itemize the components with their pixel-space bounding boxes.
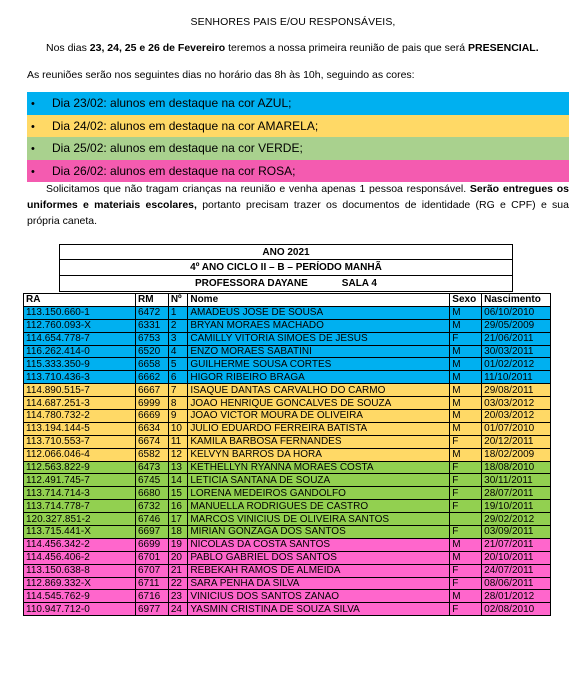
cell-number: 23 bbox=[168, 590, 188, 603]
cell-number: 13 bbox=[168, 461, 188, 474]
cell-number: 1 bbox=[168, 306, 188, 319]
table-row bbox=[24, 487, 551, 500]
cell-ra: 112.066.046-4 bbox=[24, 448, 136, 461]
cell-number: 8 bbox=[168, 397, 188, 410]
cell-birth: 29/05/2009 bbox=[482, 319, 551, 332]
cell-birth: 20/03/2012 bbox=[482, 410, 551, 423]
header-name: Nome bbox=[188, 294, 450, 307]
cell-number: 15 bbox=[168, 487, 188, 500]
schedule-band-text: Dia 24/02: alunos em destaque na cor AMARELA; bbox=[52, 118, 319, 133]
schedule-band bbox=[27, 92, 569, 115]
cell-name: GUILHERME SOUSA CORTES bbox=[188, 358, 450, 371]
cell-rm: 6707 bbox=[135, 564, 168, 577]
cell-birth: 01/07/2010 bbox=[482, 422, 551, 435]
cell-rm: 6634 bbox=[135, 422, 168, 435]
color-schedule-list bbox=[27, 92, 569, 182]
table-row bbox=[24, 319, 551, 332]
cell-number: 14 bbox=[168, 474, 188, 487]
cell-number: 6 bbox=[168, 371, 188, 384]
cell-rm: 6732 bbox=[135, 500, 168, 513]
cell-sex: F bbox=[450, 500, 482, 513]
cell-rm: 6999 bbox=[135, 397, 168, 410]
bullet-icon: • bbox=[31, 143, 35, 155]
cell-ra: 113.710.553-7 bbox=[24, 435, 136, 448]
class-name: 4º ANO CICLO II – B – PERÍODO MANHÃ bbox=[59, 260, 513, 276]
class-teacher-room bbox=[59, 276, 513, 292]
table-row bbox=[24, 345, 551, 358]
cell-ra: 113.710.436-3 bbox=[24, 371, 136, 384]
cell-sex bbox=[450, 513, 482, 526]
cell-name: KETHELLYN RYANNA MORAES COSTA bbox=[188, 461, 450, 474]
request-text-1: Solicitamos que não tragam crianças na reunião e venha apenas 1 pessoa responsável. bbox=[46, 183, 470, 195]
cell-sex: M bbox=[450, 590, 482, 603]
cell-ra: 113.150.638-8 bbox=[24, 564, 136, 577]
cell-ra: 120.327.851-2 bbox=[24, 513, 136, 526]
bullet-icon: • bbox=[31, 120, 35, 133]
cell-name: HIGOR RIBEIRO BRAGA bbox=[188, 371, 450, 384]
cell-birth: 24/07/2011 bbox=[482, 564, 551, 577]
intro-end: . bbox=[535, 42, 539, 54]
cell-name: JOAO VICTOR MOURA DE OLIVEIRA bbox=[188, 410, 450, 423]
cell-sex: M bbox=[450, 306, 482, 319]
cell-sex: F bbox=[450, 332, 482, 345]
table-row bbox=[24, 306, 551, 319]
cell-ra: 112.760.093-X bbox=[24, 319, 136, 332]
schedule-band bbox=[27, 160, 569, 183]
cell-name: ENZO MORAES SABATINI bbox=[188, 345, 450, 358]
cell-name: MANUELLA RODRIGUES DE CASTRO bbox=[188, 500, 450, 513]
header-ra: RA bbox=[24, 294, 136, 307]
cell-rm: 6716 bbox=[135, 590, 168, 603]
cell-rm: 6746 bbox=[135, 513, 168, 526]
cell-name: MARCOS VINICIUS DE OLIVEIRA SANTOS bbox=[188, 513, 450, 526]
intro-text-1: Nos dias bbox=[46, 42, 90, 54]
cell-birth: 02/08/2010 bbox=[482, 603, 551, 616]
cell-name: NICOLAS DA COSTA SANTOS bbox=[188, 538, 450, 551]
cell-number: 17 bbox=[168, 513, 188, 526]
cell-ra: 116.262.414-0 bbox=[24, 345, 136, 358]
cell-rm: 6697 bbox=[135, 526, 168, 539]
cell-birth: 19/10/2011 bbox=[482, 500, 551, 513]
cell-birth: 01/02/2012 bbox=[482, 358, 551, 371]
bullet-icon: • bbox=[31, 98, 35, 110]
cell-name: REBEKAH RAMOS DE ALMEIDA bbox=[188, 564, 450, 577]
cell-ra: 113.150.660-1 bbox=[24, 306, 136, 319]
cell-number: 12 bbox=[168, 448, 188, 461]
cell-ra: 112.491.745-7 bbox=[24, 474, 136, 487]
cell-birth: 08/06/2011 bbox=[482, 577, 551, 590]
cell-birth: 11/10/2011 bbox=[482, 371, 551, 384]
table-row bbox=[24, 577, 551, 590]
cell-name: AMADEUS JOSE DE SOUSA bbox=[188, 306, 450, 319]
cell-number: 18 bbox=[168, 526, 188, 539]
table-row bbox=[24, 371, 551, 384]
schedule-band-text: Dia 26/02: alunos em destaque na cor ROSA; bbox=[52, 163, 296, 178]
header-sex: Sexo bbox=[450, 294, 482, 307]
cell-rm: 6331 bbox=[135, 319, 168, 332]
cell-ra: 113.715.441-X bbox=[24, 526, 136, 539]
cell-number: 20 bbox=[168, 551, 188, 564]
meeting-dates: 23, 24, 25 e 26 de Fevereiro bbox=[89, 42, 226, 54]
cell-name: YASMIN CRISTINA DE SOUZA SILVA bbox=[188, 603, 450, 616]
cell-sex: F bbox=[450, 603, 482, 616]
cell-name: MIRIAN GONZAGA DOS SANTOS bbox=[188, 526, 450, 539]
cell-rm: 6745 bbox=[135, 474, 168, 487]
cell-name: PABLO GABRIEL DOS SANTOS bbox=[188, 551, 450, 564]
table-row bbox=[24, 422, 551, 435]
table-row bbox=[24, 410, 551, 423]
header-birth: Nascimento bbox=[482, 294, 551, 307]
cell-number: 24 bbox=[168, 603, 188, 616]
cell-rm: 6669 bbox=[135, 410, 168, 423]
header-rm: RM bbox=[135, 294, 168, 307]
cell-rm: 6701 bbox=[135, 551, 168, 564]
cell-birth: 28/07/2011 bbox=[482, 487, 551, 500]
cell-rm: 6753 bbox=[135, 332, 168, 345]
cell-birth: 28/01/2012 bbox=[482, 590, 551, 603]
cell-name: ISAQUE DANTAS CARVALHO DO CARMO bbox=[188, 384, 450, 397]
cell-sex: M bbox=[450, 345, 482, 358]
cell-ra: 113.714.714-3 bbox=[24, 487, 136, 500]
cell-number: 19 bbox=[168, 538, 188, 551]
cell-sex: M bbox=[450, 358, 482, 371]
cell-sex: M bbox=[450, 422, 482, 435]
meeting-mode: PRESENCIAL bbox=[468, 42, 536, 54]
schedule-band-text: Dia 25/02: alunos em destaque na cor VERDE; bbox=[52, 141, 303, 155]
cell-number: 21 bbox=[168, 564, 188, 577]
schedule-band-text: Dia 23/02: alunos em destaque na cor AZUL; bbox=[52, 96, 292, 110]
teacher-name: PROFESSORA DAYANE bbox=[194, 278, 308, 289]
cell-rm: 6662 bbox=[135, 371, 168, 384]
cell-birth: 21/06/2011 bbox=[482, 332, 551, 345]
cell-rm: 6667 bbox=[135, 384, 168, 397]
cell-number: 5 bbox=[168, 358, 188, 371]
cell-sex: M bbox=[450, 319, 482, 332]
table-row bbox=[24, 538, 551, 551]
cell-sex: F bbox=[450, 577, 482, 590]
cell-sex: M bbox=[450, 410, 482, 423]
cell-rm: 6699 bbox=[135, 538, 168, 551]
cell-rm: 6658 bbox=[135, 358, 168, 371]
cell-rm: 6680 bbox=[135, 487, 168, 500]
cell-birth: 20/10/2011 bbox=[482, 551, 551, 564]
cell-number: 7 bbox=[168, 384, 188, 397]
cell-name: LETICIA SANTANA DE SOUZA bbox=[188, 474, 450, 487]
cell-sex: M bbox=[450, 371, 482, 384]
meeting-intro bbox=[46, 42, 576, 54]
cell-name: KELVYN BARROS DA HORA bbox=[188, 448, 450, 461]
bullet-icon: • bbox=[31, 165, 35, 178]
cell-name: LORENA MEDEIROS GANDOLFO bbox=[188, 487, 450, 500]
table-header-row bbox=[24, 294, 551, 307]
schedule-band bbox=[27, 115, 569, 138]
cell-sex: F bbox=[450, 461, 482, 474]
cell-rm: 6674 bbox=[135, 435, 168, 448]
cell-ra: 113.194.144-5 bbox=[24, 422, 136, 435]
schedule-band bbox=[27, 137, 569, 160]
cell-birth: 29/08/2011 bbox=[482, 384, 551, 397]
cell-birth: 03/03/2012 bbox=[482, 397, 551, 410]
cell-name: CAMILLY VITORIA SIMOES DE JESUS bbox=[188, 332, 450, 345]
cell-birth: 30/03/2011 bbox=[482, 345, 551, 358]
table-row bbox=[24, 590, 551, 603]
cell-ra: 114.780.732-2 bbox=[24, 410, 136, 423]
cell-rm: 6582 bbox=[135, 448, 168, 461]
cell-rm: 6472 bbox=[135, 306, 168, 319]
cell-sex: F bbox=[450, 474, 482, 487]
cell-birth: 29/02/2012 bbox=[482, 513, 551, 526]
table-row bbox=[24, 603, 551, 616]
cell-ra: 110.947.712-0 bbox=[24, 603, 136, 616]
cell-birth: 18/08/2010 bbox=[482, 461, 551, 474]
cell-sex: F bbox=[450, 435, 482, 448]
cell-number: 4 bbox=[168, 345, 188, 358]
cell-sex: M bbox=[450, 448, 482, 461]
cell-birth: 06/10/2010 bbox=[482, 306, 551, 319]
cell-ra: 114.456.342-2 bbox=[24, 538, 136, 551]
cell-number: 22 bbox=[168, 577, 188, 590]
table-row bbox=[24, 564, 551, 577]
cell-birth: 20/12/2011 bbox=[482, 435, 551, 448]
cell-number: 16 bbox=[168, 500, 188, 513]
cell-ra: 115.333.350-9 bbox=[24, 358, 136, 371]
student-roster-table bbox=[23, 293, 551, 616]
cell-sex: F bbox=[450, 487, 482, 500]
request-bold: Serão entregues os uniformes e materiais escolares, bbox=[27, 183, 569, 211]
cell-ra: 112.869.332-X bbox=[24, 577, 136, 590]
table-row bbox=[24, 448, 551, 461]
table-row bbox=[24, 435, 551, 448]
cell-number: 3 bbox=[168, 332, 188, 345]
cell-ra: 113.714.778-7 bbox=[24, 500, 136, 513]
table-row bbox=[24, 397, 551, 410]
cell-birth: 03/09/2011 bbox=[482, 526, 551, 539]
greeting-heading: SENHORES PAIS E/OU RESPONSÁVEIS, bbox=[190, 16, 396, 28]
cell-ra: 114.545.762-9 bbox=[24, 590, 136, 603]
intro-text-2: teremos a nossa primeira reunião de pais que será bbox=[225, 42, 469, 54]
cell-rm: 6473 bbox=[135, 461, 168, 474]
cell-ra: 114.687.251-3 bbox=[24, 397, 136, 410]
request-text-2: portanto precisam trazer os documentos de identidade (RG e CPF) e sua própria caneta. bbox=[27, 199, 569, 227]
cell-name: KAMILA BARBOSA FERNANDES bbox=[188, 435, 450, 448]
cell-ra: 114.890.515-7 bbox=[24, 384, 136, 397]
cell-rm: 6520 bbox=[135, 345, 168, 358]
cell-number: 10 bbox=[168, 422, 188, 435]
cell-number: 11 bbox=[168, 435, 188, 448]
cell-ra: 112.563.822-9 bbox=[24, 461, 136, 474]
cell-rm: 6977 bbox=[135, 603, 168, 616]
cell-ra: 114.654.778-7 bbox=[24, 332, 136, 345]
cell-ra: 114.456.406-2 bbox=[24, 551, 136, 564]
cell-name: BRYAN MORAES MACHADO bbox=[188, 319, 450, 332]
cell-rm: 6711 bbox=[135, 577, 168, 590]
cell-sex: M bbox=[450, 397, 482, 410]
cell-birth: 18/02/2009 bbox=[482, 448, 551, 461]
room-number: SALA 4 bbox=[341, 278, 377, 289]
cell-birth: 30/11/2011 bbox=[482, 474, 551, 487]
table-row bbox=[24, 500, 551, 513]
header-number: Nº bbox=[168, 294, 188, 307]
request-paragraph bbox=[27, 181, 569, 229]
table-row bbox=[24, 513, 551, 526]
table-row bbox=[24, 358, 551, 371]
table-row bbox=[24, 332, 551, 345]
table-row bbox=[24, 551, 551, 564]
cell-sex: F bbox=[450, 526, 482, 539]
cell-name: SARA PENHA DA SILVA bbox=[188, 577, 450, 590]
table-row bbox=[24, 526, 551, 539]
cell-sex: F bbox=[450, 564, 482, 577]
cell-number: 9 bbox=[168, 410, 188, 423]
cell-name: JULIO EDUARDO FERREIRA BATISTA bbox=[188, 422, 450, 435]
cell-birth: 21/07/2011 bbox=[482, 538, 551, 551]
cell-number: 2 bbox=[168, 319, 188, 332]
class-year: ANO 2021 bbox=[59, 244, 513, 260]
cell-name: JOAO HENRIQUE GONCALVES DE SOUZA bbox=[188, 397, 450, 410]
cell-sex: M bbox=[450, 551, 482, 564]
schedule-line: As reuniões serão nos seguintes dias no horário das 8h às 10h, seguindo as cores: bbox=[27, 69, 415, 81]
table-row bbox=[24, 474, 551, 487]
table-row bbox=[24, 461, 551, 474]
cell-sex: M bbox=[450, 538, 482, 551]
cell-name: VINICIUS DOS SANTOS ZANAO bbox=[188, 590, 450, 603]
table-row bbox=[24, 384, 551, 397]
cell-sex: M bbox=[450, 384, 482, 397]
